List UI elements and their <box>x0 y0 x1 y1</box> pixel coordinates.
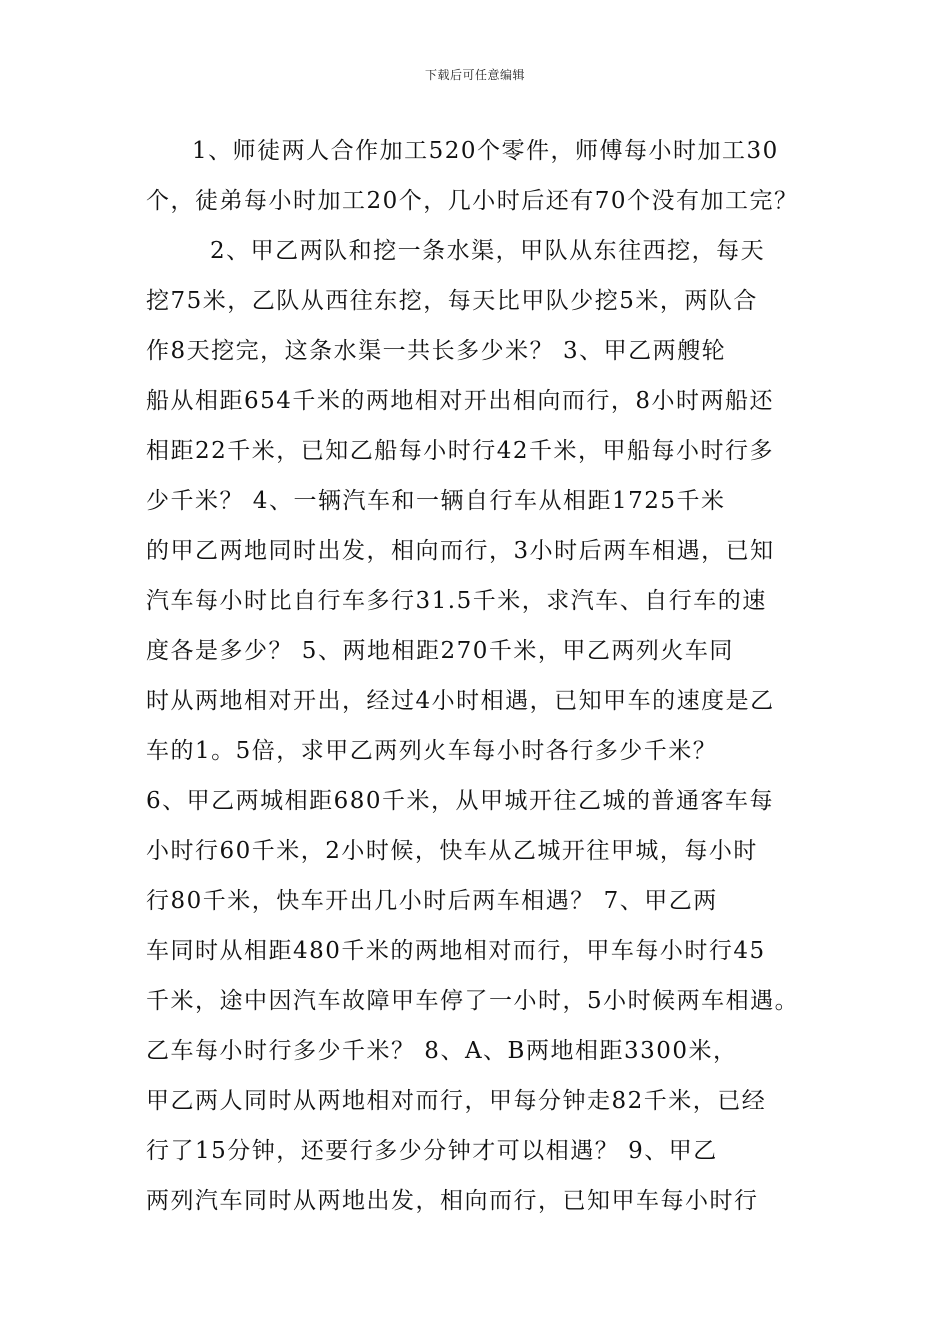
text-line: 甲乙两人同时从两地相对而行，甲每分钟走82千米，已经 <box>146 1088 767 1114</box>
text-line: 乙车每小时行多少千米？ 8、A、B两地相距3300米， <box>146 1038 738 1064</box>
text-line: 的甲乙两地同时出发，相向而行，3小时后两车相遇，已知 <box>146 538 775 564</box>
text-line: 度各是多少？ 5、两地相距270千米，甲乙两列火车同 <box>146 638 734 664</box>
text-line: 两列汽车同时从两地出发，相向而行，已知甲车每小时行 <box>146 1188 759 1214</box>
text-line: 行了15分钟，还要行多少分钟才可以相遇？ 9、甲乙 <box>146 1138 718 1164</box>
text-line: 作8天挖完，这条水渠一共长多少米？ 3、甲乙两艘轮 <box>146 338 727 364</box>
text-line: 车同时从相距480千米的两地相对而行，甲车每小时行45 <box>146 938 766 964</box>
text-line: 车的1。5倍，求甲乙两列火车每小时各行多少千米？ <box>146 738 718 764</box>
text-line: 2、甲乙两队和挖一条水渠，甲队从东往西挖，每天 <box>210 238 766 264</box>
text-line: 挖75米，乙队从西往东挖，每天比甲队少挖5米，两队合 <box>146 288 758 314</box>
page-header: 下载后可任意编辑 <box>424 68 525 82</box>
text-line: 千米，途中因汽车故障甲车停了一小时，5小时候两车相遇。 <box>146 988 800 1014</box>
text-line: 个，徒弟每小时加工20个，几小时后还有70个没有加工完？ <box>146 188 799 214</box>
text-line: 相距22千米，已知乙船每小时行42千米，甲船每小时行多 <box>146 438 775 464</box>
text-line: 汽车每小时比自行车多行31.5千米，求汽车、自行车的速 <box>146 588 767 614</box>
text-line: 时从两地相对开出，经过4小时相遇，已知甲车的速度是乙 <box>146 688 775 714</box>
text-line: 1、师徒两人合作加工520个零件，师傅每小时加工30 <box>192 138 779 164</box>
text-line: 行80千米，快车开出几小时后两车相遇？ 7、甲乙两 <box>146 888 718 914</box>
text-line: 船从相距654千米的两地相对开出相向而行，8小时两船还 <box>146 388 775 414</box>
text-line: 6、甲乙两城相距680千米，从甲城开往乙城的普通客车每 <box>146 788 775 814</box>
text-line: 小时行60千米，2小时候，快车从乙城开往甲城，每小时 <box>146 838 758 864</box>
text-line: 少千米？ 4、一辆汽车和一辆自行车从相距1725千米 <box>146 488 726 514</box>
